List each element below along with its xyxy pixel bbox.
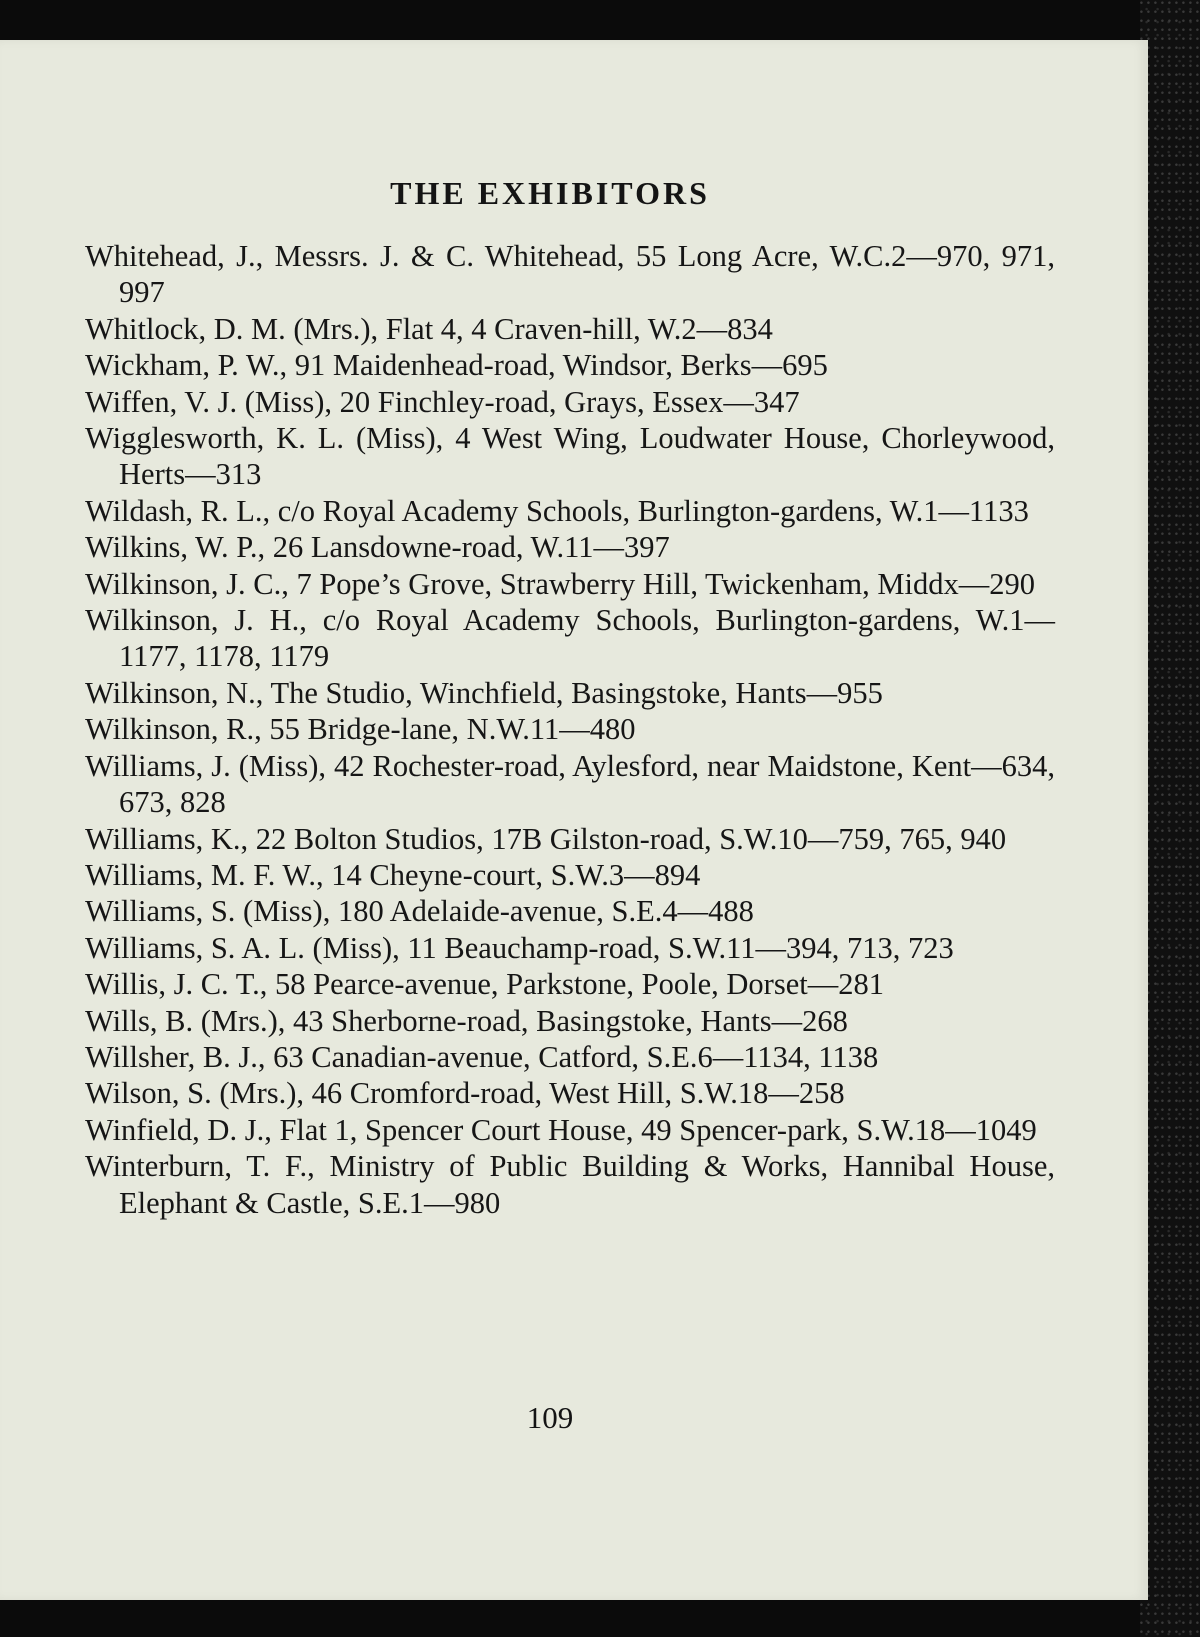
list-item: Wigglesworth, K. L. (Miss), 4 West Wing, Loudwater House, Chorleywood, Herts—313 <box>85 421 1055 492</box>
list-item: Wilkinson, R., 55 Bridge-lane, N.W.11—480 <box>85 712 636 747</box>
list-item: Wildash, R. L., c/o Royal Academy Schools, Burlington-gardens, W.1—1133 <box>85 493 1029 528</box>
list-item: Wilkinson, J. C., 7 Pope’s Grove, Strawberry Hill, Twickenham, Middx—290 <box>85 566 1035 601</box>
book-page <box>0 40 1148 1600</box>
list-item: Wiffen, V. J. (Miss), 20 Finchley-road, Grays, Essex—347 <box>85 384 800 419</box>
list-item: Williams, J. (Miss), 42 Rochester-road, Aylesford, near Maidstone, Kent—634, 673, 828 <box>85 748 1055 820</box>
list-item: Williams, M. F. W., 14 Cheyne-court, S.W.3—894 <box>85 857 701 892</box>
list-item: Wilson, S. (Mrs.), 46 Cromford-road, West Hill, S.W.18—258 <box>85 1076 845 1111</box>
list-item: Whitehead, J., Messrs. J. & C. Whitehead, 55 Long Acre, W.C.2—970, 971, 997 <box>85 239 1055 310</box>
list-item: Winterburn, T. F., Ministry of Public Building & Works, Hannibal House, Elephant & Castle, S.E.1—980 <box>85 1149 1055 1220</box>
list-item: Willsher, B. J., 63 Canadian-avenue, Catford, S.E.6—1134, 1138 <box>85 1039 879 1074</box>
list-item: Williams, S. A. L. (Miss), 11 Beauchamp-road, S.W.11—394, 713, 723 <box>85 930 954 965</box>
list-item: Winfield, D. J., Flat 1, Spencer Court House, 49 Spencer-park, S.W.18—1049 <box>85 1112 1037 1147</box>
list-item: Wickham, P. W., 91 Maidenhead-road, Windsor, Berks—695 <box>85 348 828 383</box>
exhibitor-list <box>85 238 1055 1221</box>
list-item: Wilkinson, J. H., c/o Royal Academy Schools, Burlington-gardens, W.1—1177, 1178, 1179 <box>85 603 1055 674</box>
list-item: Willis, J. C. T., 58 Pearce-avenue, Parkstone, Poole, Dorset—281 <box>85 967 884 1002</box>
scanner-background <box>1140 0 1200 1637</box>
list-item: Wilkins, W. P., 26 Lansdowne-road, W.11—397 <box>85 530 670 565</box>
list-item: Wills, B. (Mrs.), 43 Sherborne-road, Basingstoke, Hants—268 <box>85 1003 848 1038</box>
page-number: 109 <box>526 1400 574 1435</box>
list-item: Wilkinson, N., The Studio, Winchfield, Basingstoke, Hants—955 <box>85 675 883 710</box>
list-item: Whitlock, D. M. (Mrs.), Flat 4, 4 Craven-hill, W.2—834 <box>85 311 773 346</box>
page-heading: THE EXHIBITORS <box>390 175 710 211</box>
list-item: Williams, S. (Miss), 180 Adelaide-avenue, S.E.4—488 <box>85 894 754 929</box>
list-item: Williams, K., 22 Bolton Studios, 17B Gilston-road, S.W.10—759, 765, 940 <box>85 821 1007 856</box>
